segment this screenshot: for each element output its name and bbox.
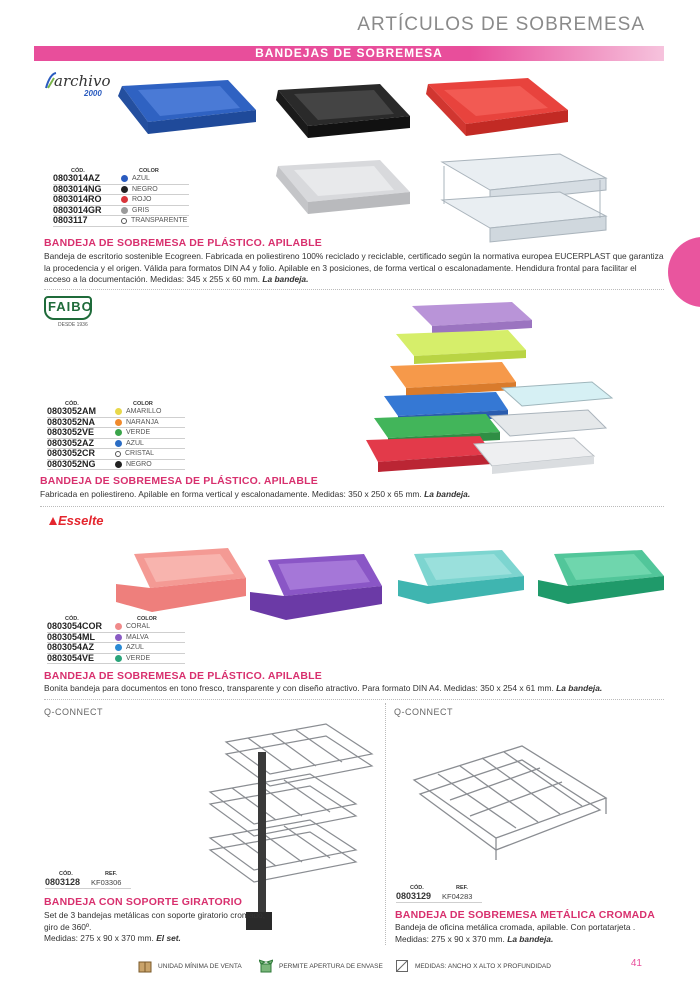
product3-unit: La bandeja. <box>556 683 603 693</box>
header-color: COLOR <box>137 616 157 622</box>
tray-green-transparent-image <box>534 546 670 608</box>
product-code: 0803014NG <box>53 183 102 194</box>
divider <box>44 699 664 700</box>
color-cell <box>115 460 152 470</box>
color-cell <box>115 449 154 459</box>
tray-black-image <box>270 74 420 144</box>
tray-blue-image <box>108 66 268 136</box>
product3-description <box>44 683 664 695</box>
divider <box>40 506 664 507</box>
open-box-icon <box>259 959 273 973</box>
color-cell <box>121 216 187 226</box>
product4-measures: Medidas: 275 x 90 x 370 mm. <box>44 933 154 943</box>
product2-unit: La bandeja. <box>424 489 471 499</box>
product5-description <box>395 922 665 945</box>
measures-icon <box>395 959 409 973</box>
color-label: AMARILLO <box>126 408 162 415</box>
tray-stack-multicolor-image <box>362 298 622 476</box>
faibo-logo <box>44 296 94 330</box>
color-cell <box>121 185 158 195</box>
color-label: ROJO <box>132 196 152 203</box>
tray-blue-transparent-image <box>394 546 530 608</box>
table-row <box>53 195 189 206</box>
product4-unit: El set. <box>156 933 181 943</box>
product-code: 0803052NA <box>47 416 96 427</box>
qconnect-logo-text: Q-CONNECT <box>44 707 103 717</box>
color-swatch-icon <box>115 419 122 426</box>
product2-code-table <box>47 401 185 470</box>
product-code: 0803052NG <box>47 458 96 469</box>
product5-desc-text: Bandeja de oficina metálica cromada, apilable. Con portatarjeta . <box>395 922 636 932</box>
tray-malva-image <box>246 546 386 626</box>
header-ref: REF. <box>105 871 117 877</box>
product5-code: 0803129 <box>396 891 432 901</box>
table-row <box>47 622 185 633</box>
tray-coral-image <box>112 540 250 618</box>
product-code: 0803052CR <box>47 448 96 458</box>
product4-ref-table <box>45 871 131 889</box>
table-row <box>47 460 185 471</box>
color-cell <box>115 407 161 417</box>
product4-ref: KF03306 <box>91 878 122 887</box>
archivo-logo <box>44 70 114 98</box>
color-swatch-icon <box>121 218 127 224</box>
footer-open-pack <box>259 959 383 973</box>
color-label: AZUL <box>126 644 144 651</box>
product-code: 0803014RO <box>53 194 102 204</box>
color-label: CORAL <box>126 623 151 630</box>
product1-unit: La bandeja. <box>262 274 309 284</box>
color-swatch-icon <box>115 408 122 415</box>
product5-measures: Medidas: 275 x 90 x 370 mm. <box>395 933 505 944</box>
qconnect-logo <box>44 707 103 717</box>
table-row <box>47 654 185 665</box>
product4-desc-text: Set de 3 bandejas metálicas con soporte giratorio cromado, giro de 360º. <box>44 910 266 932</box>
product1-code-table <box>53 168 189 227</box>
color-cell <box>115 643 144 653</box>
tray-red-image <box>420 74 580 144</box>
table-row <box>47 428 185 439</box>
color-cell <box>115 418 159 428</box>
product-code: 0803052VE <box>47 427 95 437</box>
color-swatch-icon <box>115 623 122 630</box>
product3-code-table <box>47 616 185 664</box>
product4-code: 0803128 <box>45 877 81 887</box>
color-label: VERDE <box>126 429 151 436</box>
page-title: ARTÍCULOS DE SOBREMESA <box>357 14 645 35</box>
color-label: TRANSPARENTE <box>131 217 188 224</box>
header-color: COLOR <box>139 168 159 174</box>
header-cod: CÓD. <box>59 871 73 877</box>
color-label: NEGRO <box>132 185 158 193</box>
footer-measures-label: MEDIDAS: ANCHO X ALTO X PROFUNDIDAD <box>415 962 551 970</box>
color-label: NEGRO <box>126 460 152 468</box>
product-code: 0803052AZ <box>47 437 95 448</box>
product2-desc-text: Fabricada en poliestireno. Apilable en forma vertical y escalonadamente. Medidas: 350 x 250 x 65 mm. <box>40 489 422 499</box>
header-ref: REF. <box>456 885 468 891</box>
header-cod: CÓD. <box>65 401 79 407</box>
qconnect-logo-text: Q-CONNECT <box>394 707 453 717</box>
color-swatch-icon <box>121 175 128 182</box>
product-code: 0803117 <box>53 215 88 225</box>
color-cell <box>115 428 150 438</box>
color-cell <box>115 654 150 664</box>
table-row <box>45 877 131 889</box>
product5-unit: La bandeja. <box>507 933 554 944</box>
chrome-wire-tray-image <box>410 738 610 868</box>
product4-title: BANDEJA CON SOPORTE GIRATORIO <box>44 896 243 908</box>
color-cell <box>121 195 151 205</box>
color-swatch-icon <box>121 196 128 203</box>
color-label: CRISTAL <box>125 450 155 457</box>
color-swatch-icon <box>115 655 122 662</box>
product2-description <box>40 489 660 501</box>
table-row <box>47 449 185 460</box>
product-code: 0803014GR <box>53 204 102 215</box>
archivo-logo-text: archivo <box>54 72 111 90</box>
color-label: AZUL <box>126 439 144 447</box>
color-swatch-icon <box>115 440 122 447</box>
color-swatch-icon <box>115 461 122 468</box>
table-row <box>53 216 189 227</box>
color-label: VERDE <box>126 654 151 662</box>
color-swatch-icon <box>115 451 121 457</box>
footer-unit-min <box>138 959 242 973</box>
table-row <box>396 891 482 903</box>
esselte-logo <box>47 513 127 529</box>
faibo-logo-sub: DESDE 1936 <box>58 322 88 328</box>
product5-ref: KF04283 <box>442 892 473 901</box>
color-label: AZUL <box>132 175 150 182</box>
color-label: GRIS <box>132 206 150 214</box>
tray-grey-image <box>270 150 420 220</box>
box-icon <box>138 959 152 973</box>
color-cell <box>115 439 144 449</box>
product-code: 0803014AZ <box>53 173 101 183</box>
faibo-logo-text: FAIBO <box>48 299 93 314</box>
color-swatch-icon <box>115 634 122 641</box>
color-cell <box>121 174 150 184</box>
product5-ref-table <box>396 885 482 903</box>
header-cod: CÓD. <box>65 616 79 622</box>
header-cod: CÓD. <box>410 885 424 891</box>
product1-desc-text: Bandeja de escritorio sostenible Ecogreen. Fabricada en poliestireno 100% reciclado y reciclable, certificado según la normativa europea EUCERPLAST que garantiza la procedencia y el origen. Válida para formatos DIN A4 y folio. Apilable en 3 posiciones, de forma vertical o escalonadamente. Hendidura frontal para facilitar el acceso a la documentación. Medidas: 345 x 255 x 60 mm. <box>44 251 664 284</box>
footer-unit-min-label: UNIDAD MÍNIMA DE VENTA <box>158 962 242 970</box>
product1-description <box>44 251 664 286</box>
archivo-logo-sub: 2000 <box>84 89 102 98</box>
product3-title: BANDEJA DE SOBREMESA DE PLÁSTICO. APILABLE <box>44 670 322 682</box>
product-code: 0803054AZ <box>47 642 95 652</box>
product4-description <box>44 910 274 945</box>
table-row <box>47 643 185 654</box>
product-code: 0803054COR <box>47 621 103 631</box>
page-number: 41 <box>630 958 642 969</box>
tray-transparent-image <box>430 140 615 250</box>
color-cell <box>121 206 149 216</box>
section-band: BANDEJAS DE SOBREMESA <box>34 46 664 61</box>
color-swatch-icon <box>115 644 122 651</box>
color-swatch-icon <box>121 186 128 193</box>
product5-title: BANDEJA DE SOBREMESA METÁLICA CROMADA <box>395 909 655 921</box>
color-swatch-icon <box>121 207 128 214</box>
table-row <box>53 174 189 185</box>
product-code: 0803054VE <box>47 652 95 663</box>
header-cod: CÓD. <box>71 168 85 174</box>
color-label: MALVA <box>126 633 149 641</box>
footer-measures <box>395 959 551 973</box>
footer-open-pack-label: PERMITE APERTURA DE ENVASE <box>279 962 383 970</box>
side-tab-marker <box>668 237 700 307</box>
table-row <box>47 407 185 418</box>
qconnect-logo-2 <box>394 707 453 717</box>
color-label: NARANJA <box>126 418 159 426</box>
product1-title: BANDEJA DE SOBREMESA DE PLÁSTICO. APILABLE <box>44 237 322 249</box>
product3-desc-text: Bonita bandeja para documentos en tono fresco, transparente y con diseño atractivo. Para formato DIN A4. Medidas: 350 x 254 x 61 mm. <box>44 683 554 693</box>
color-cell <box>115 622 150 632</box>
color-swatch-icon <box>115 429 122 436</box>
esselte-logo-text: Esselte <box>58 513 104 528</box>
divider <box>44 289 664 290</box>
section-band-fade <box>470 46 664 61</box>
color-cell <box>115 633 149 643</box>
product-code: 0803052AM <box>47 406 97 416</box>
header-color: COLOR <box>133 401 153 407</box>
product2-title: BANDEJA DE SOBREMESA DE PLÁSTICO. APILABLE <box>40 475 318 487</box>
product-code: 0803054ML <box>47 631 96 642</box>
